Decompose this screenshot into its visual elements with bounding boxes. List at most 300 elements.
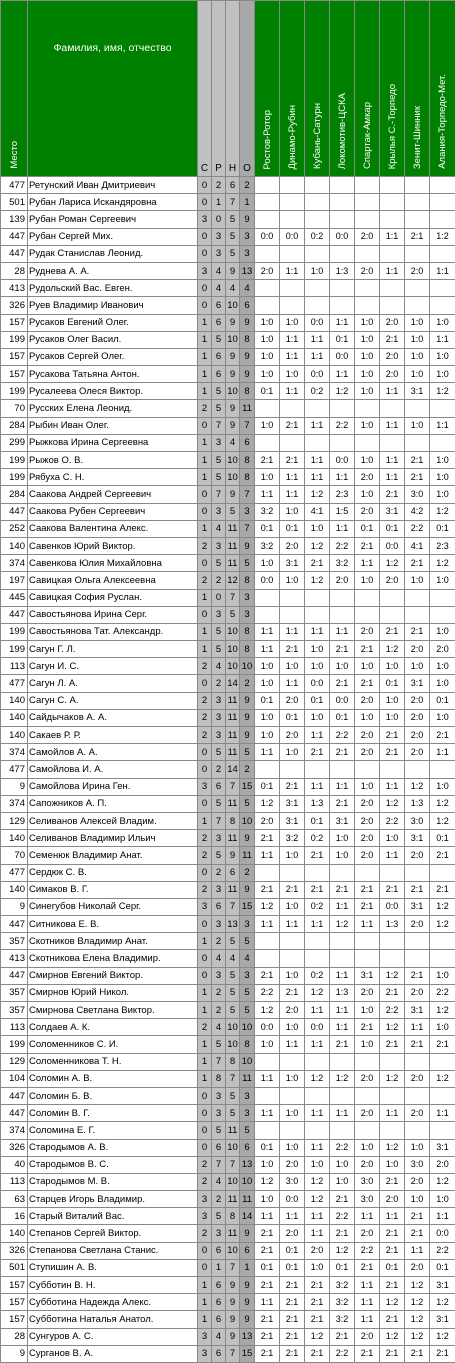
name-cell: Рябуха С. Н.	[28, 469, 198, 486]
table-row	[1, 1277, 455, 1294]
score-cell	[430, 933, 455, 950]
name-cell: Селиванов Алексей Владим.	[28, 812, 198, 829]
score-cell: 1:1	[305, 469, 330, 486]
score-cell: 2:1	[380, 1225, 405, 1242]
score-cell: 0:0	[380, 898, 405, 915]
table-row	[1, 211, 455, 228]
score-cell: 3:1	[280, 812, 305, 829]
o-cell: 10	[240, 812, 255, 829]
score-cell: 0:1	[305, 812, 330, 829]
score-cell: 1:2	[305, 1173, 330, 1190]
r-cell: 6	[212, 1345, 226, 1362]
score-cell	[255, 177, 280, 194]
r-cell: 2	[212, 1002, 226, 1019]
score-cell: 1:0	[405, 417, 430, 434]
o-cell: 4	[240, 950, 255, 967]
score-cell	[430, 434, 455, 451]
score-cell	[405, 280, 430, 297]
score-cell	[405, 1122, 430, 1139]
table-row	[1, 864, 455, 881]
score-cell: 2:1	[280, 1345, 305, 1362]
o-cell: 9	[240, 1225, 255, 1242]
table-row	[1, 555, 455, 572]
name-cell: Старый Виталий Вас.	[28, 1208, 198, 1225]
score-cell	[380, 280, 405, 297]
r-cell: 6	[212, 898, 226, 915]
name-cell: Ступишин А. В.	[28, 1259, 198, 1276]
score-cell	[430, 400, 455, 417]
name-cell: Ситникова Е. В.	[28, 916, 198, 933]
score-cell: 1:0	[380, 830, 405, 847]
table-row	[1, 1070, 455, 1087]
o-header: О	[240, 1, 255, 177]
score-cell: 2:1	[355, 881, 380, 898]
score-cell	[380, 761, 405, 778]
score-cell: 1:0	[280, 366, 305, 383]
o-cell: 8	[240, 331, 255, 348]
score-cell: 1:0	[405, 1139, 430, 1156]
score-cell: 1:1	[380, 469, 405, 486]
name-cell: Русакова Татьяна Антон.	[28, 366, 198, 383]
name-cell: Саакова Рубен Сергеевич	[28, 503, 198, 520]
score-cell: 1:1	[280, 486, 305, 503]
n-cell: 9	[226, 366, 240, 383]
score-cell: 3:0	[280, 1173, 305, 1190]
r-cell: 4	[212, 262, 226, 279]
r-cell: 5	[212, 555, 226, 572]
score-cell: 1:1	[380, 383, 405, 400]
n-cell: 4	[226, 280, 240, 297]
score-cell: 2:1	[305, 1345, 330, 1362]
r-cell: 5	[212, 400, 226, 417]
rank-cell: 477	[1, 675, 28, 692]
score-cell: 1:2	[430, 228, 455, 245]
score-cell: 1:1	[280, 469, 305, 486]
table-row	[1, 1173, 455, 1190]
match-header: Ростов-Ротор	[255, 1, 280, 177]
match-header: Зенит-Шинник	[405, 1, 430, 177]
r-cell: 6	[212, 1311, 226, 1328]
rank-cell: 374	[1, 744, 28, 761]
score-cell: 1:0	[255, 366, 280, 383]
n-cell: 14	[226, 675, 240, 692]
score-cell: 1:0	[355, 1036, 380, 1053]
score-cell	[330, 761, 355, 778]
score-cell	[255, 1122, 280, 1139]
table-row	[1, 1002, 455, 1019]
score-cell	[430, 1087, 455, 1104]
score-cell	[355, 1053, 380, 1070]
score-cell: 2:1	[255, 967, 280, 984]
rank-cell: 140	[1, 709, 28, 726]
table-row	[1, 1036, 455, 1053]
score-cell: 3:0	[405, 486, 430, 503]
table-row	[1, 228, 455, 245]
score-cell: 3:2	[330, 1311, 355, 1328]
score-cell	[430, 211, 455, 228]
r-cell: 6	[212, 297, 226, 314]
s-cell: 0	[198, 1122, 212, 1139]
o-cell: 4	[240, 280, 255, 297]
name-cell: Савостьянова Ирина Серг.	[28, 606, 198, 623]
score-cell	[355, 280, 380, 297]
score-cell: 1:0	[355, 366, 380, 383]
score-cell: 2:1	[305, 555, 330, 572]
o-cell: 9	[240, 348, 255, 365]
rank-cell: 28	[1, 1328, 28, 1345]
score-cell: 1:1	[280, 916, 305, 933]
s-cell: 1	[198, 984, 212, 1001]
table-row	[1, 795, 455, 812]
n-cell: 10	[226, 1242, 240, 1259]
rank-cell: 447	[1, 916, 28, 933]
score-cell	[405, 606, 430, 623]
score-cell: 2:1	[430, 727, 455, 744]
score-cell: 2:1	[280, 1311, 305, 1328]
score-cell: 2:1	[305, 1294, 330, 1311]
r-cell: 6	[212, 1139, 226, 1156]
n-cell: 7	[226, 898, 240, 915]
n-cell: 10	[226, 658, 240, 675]
rank-cell: 140	[1, 727, 28, 744]
n-cell: 11	[226, 520, 240, 537]
r-cell: 6	[212, 1277, 226, 1294]
score-cell: 0:0	[330, 348, 355, 365]
score-cell	[280, 589, 305, 606]
name-cell: Субботина Наталья Анатол.	[28, 1311, 198, 1328]
s-cell: 1	[198, 366, 212, 383]
rank-cell: 374	[1, 795, 28, 812]
s-cell: 1	[198, 331, 212, 348]
score-cell: 2:1	[330, 881, 355, 898]
score-cell: 2:1	[305, 1311, 330, 1328]
score-cell: 0:1	[330, 709, 355, 726]
score-cell: 2:1	[380, 623, 405, 640]
score-cell: 2:1	[380, 727, 405, 744]
score-cell: 1:1	[280, 675, 305, 692]
score-cell: 2:1	[330, 641, 355, 658]
score-cell	[255, 864, 280, 881]
match-header: Кубань-Сатурн	[305, 1, 330, 177]
score-cell	[305, 1087, 330, 1104]
score-cell: 1:0	[330, 1156, 355, 1173]
score-cell: 1:0	[430, 967, 455, 984]
score-cell: 2:2	[330, 417, 355, 434]
score-cell: 2:1	[380, 984, 405, 1001]
score-cell: 1:1	[330, 778, 355, 795]
score-cell: 2:1	[380, 1311, 405, 1328]
table-row	[1, 847, 455, 864]
rank-cell: 140	[1, 1225, 28, 1242]
s-cell: 0	[198, 950, 212, 967]
score-cell: 2:1	[280, 984, 305, 1001]
table-row	[1, 417, 455, 434]
r-cell: 4	[212, 950, 226, 967]
score-cell: 2:1	[405, 1036, 430, 1053]
score-cell: 1:0	[430, 623, 455, 640]
n-cell: 10	[226, 1019, 240, 1036]
place-header: Место	[1, 1, 28, 177]
score-cell: 0:0	[330, 692, 355, 709]
score-cell: 1:2	[255, 1173, 280, 1190]
rank-cell: 299	[1, 434, 28, 451]
n-cell: 5	[226, 606, 240, 623]
o-cell: 9	[240, 1277, 255, 1294]
score-cell: 1:2	[330, 1070, 355, 1087]
name-cell: Саакова Андрей Сергеевич	[28, 486, 198, 503]
rank-cell: 199	[1, 641, 28, 658]
score-cell: 3:2	[330, 1294, 355, 1311]
match-header: Локомотив-ЦСКА	[330, 1, 355, 177]
name-cell: Соломин А. В.	[28, 1070, 198, 1087]
score-cell: 2:2	[430, 984, 455, 1001]
score-cell: 1:0	[330, 1173, 355, 1190]
s-cell: 2	[198, 830, 212, 847]
table-body	[1, 177, 455, 1363]
n-cell: 5	[226, 1105, 240, 1122]
n-cell: 10	[226, 641, 240, 658]
o-cell: 8	[240, 572, 255, 589]
score-cell: 2:1	[330, 1036, 355, 1053]
score-cell: 3:1	[405, 1002, 430, 1019]
score-cell: 2:0	[355, 1156, 380, 1173]
s-cell: 3	[198, 1208, 212, 1225]
score-cell	[355, 400, 380, 417]
score-cell	[380, 177, 405, 194]
table-row	[1, 589, 455, 606]
o-cell: 10	[240, 1019, 255, 1036]
score-cell: 2:2	[330, 1139, 355, 1156]
score-cell: 1:1	[305, 623, 330, 640]
n-cell: 5	[226, 1002, 240, 1019]
rank-cell: 28	[1, 262, 28, 279]
o-cell: 3	[240, 606, 255, 623]
n-cell: 11	[226, 830, 240, 847]
n-cell: 11	[226, 1122, 240, 1139]
score-cell	[255, 245, 280, 262]
score-cell: 2:0	[405, 1105, 430, 1122]
score-cell: 2:0	[355, 727, 380, 744]
table-row	[1, 194, 455, 211]
table-row	[1, 1345, 455, 1362]
score-cell: 2:0	[280, 537, 305, 554]
table-row	[1, 331, 455, 348]
s-cell: 0	[198, 761, 212, 778]
name-cell: Стародымов В. С.	[28, 1156, 198, 1173]
score-cell	[355, 177, 380, 194]
n-cell: 5	[226, 503, 240, 520]
score-cell: 2:0	[355, 984, 380, 1001]
score-cell: 3:1	[330, 812, 355, 829]
table-row	[1, 830, 455, 847]
rank-cell: 357	[1, 984, 28, 1001]
score-cell: 1:1	[380, 847, 405, 864]
score-cell: 1:0	[305, 262, 330, 279]
name-cell: Рубан Роман Сергеевич	[28, 211, 198, 228]
score-cell: 1:1	[280, 1036, 305, 1053]
score-cell: 3:1	[280, 555, 305, 572]
score-cell	[255, 1053, 280, 1070]
s-cell: 0	[198, 795, 212, 812]
score-cell: 1:1	[430, 331, 455, 348]
score-cell: 1:0	[255, 331, 280, 348]
score-cell: 1:1	[330, 1002, 355, 1019]
s-cell: 1	[198, 812, 212, 829]
score-cell	[255, 297, 280, 314]
name-cell: Субботина Надежда Алекс.	[28, 1294, 198, 1311]
rank-cell: 199	[1, 331, 28, 348]
s-cell: 2	[198, 847, 212, 864]
score-cell: 0:1	[280, 1259, 305, 1276]
name-cell: Русских Елена Леонид.	[28, 400, 198, 417]
r-cell: 6	[212, 366, 226, 383]
n-header: Н	[226, 1, 240, 177]
table-row	[1, 950, 455, 967]
rank-cell: 284	[1, 486, 28, 503]
rank-cell: 157	[1, 1311, 28, 1328]
name-cell: Сагун Л. А.	[28, 675, 198, 692]
r-cell: 2	[212, 572, 226, 589]
score-cell: 1:2	[380, 641, 405, 658]
score-cell: 3:1	[430, 1311, 455, 1328]
o-cell: 13	[240, 262, 255, 279]
n-cell: 7	[226, 1345, 240, 1362]
score-cell: 1:1	[255, 744, 280, 761]
r-cell: 2	[212, 177, 226, 194]
s-cell: 0	[198, 606, 212, 623]
o-cell: 14	[240, 1208, 255, 1225]
score-cell: 1:0	[305, 520, 330, 537]
score-cell: 2:0	[355, 1105, 380, 1122]
rank-cell: 63	[1, 1191, 28, 1208]
r-cell: 3	[212, 1225, 226, 1242]
score-cell	[405, 211, 430, 228]
o-cell: 1	[240, 194, 255, 211]
r-cell: 5	[212, 1122, 226, 1139]
r-cell: 4	[212, 1019, 226, 1036]
score-cell: 1:2	[305, 486, 330, 503]
score-cell: 2:0	[405, 1259, 430, 1276]
score-cell: 1:2	[430, 1002, 455, 1019]
score-cell	[330, 211, 355, 228]
score-cell	[405, 245, 430, 262]
score-cell: 1:2	[305, 984, 330, 1001]
r-cell: 4	[212, 1173, 226, 1190]
table-row	[1, 898, 455, 915]
o-cell: 5	[240, 933, 255, 950]
score-cell	[280, 211, 305, 228]
name-cell: Сапожников А. П.	[28, 795, 198, 812]
score-cell: 1:1	[305, 1036, 330, 1053]
score-cell: 1:0	[430, 658, 455, 675]
score-cell: 4:1	[305, 503, 330, 520]
score-cell	[430, 864, 455, 881]
score-cell: 1:2	[255, 898, 280, 915]
score-cell: 1:1	[330, 967, 355, 984]
score-cell	[430, 761, 455, 778]
n-cell: 5	[226, 245, 240, 262]
s-cell: 2	[198, 658, 212, 675]
score-cell: 1:1	[255, 1070, 280, 1087]
score-cell: 1:0	[355, 1002, 380, 1019]
s-cell: 2	[198, 709, 212, 726]
o-cell: 6	[240, 1242, 255, 1259]
score-cell: 1:0	[255, 727, 280, 744]
score-cell: 3:0	[405, 1156, 430, 1173]
score-cell	[255, 194, 280, 211]
score-cell: 3:1	[430, 1277, 455, 1294]
score-cell: 3:2	[330, 555, 355, 572]
s-cell: 1	[198, 641, 212, 658]
score-cell: 1:0	[355, 486, 380, 503]
score-cell: 2:0	[355, 830, 380, 847]
score-cell: 1:0	[430, 572, 455, 589]
score-cell	[355, 589, 380, 606]
s-cell: 1	[198, 1070, 212, 1087]
score-cell: 2:1	[330, 795, 355, 812]
score-cell: 1:0	[430, 778, 455, 795]
o-cell: 3	[240, 1087, 255, 1104]
score-cell: 0:1	[380, 675, 405, 692]
score-cell	[380, 211, 405, 228]
score-cell: 1:2	[430, 1294, 455, 1311]
name-cell: Соломенникова Т. Н.	[28, 1053, 198, 1070]
rank-cell: 16	[1, 1208, 28, 1225]
score-cell: 1:1	[380, 262, 405, 279]
score-cell: 1:0	[255, 1036, 280, 1053]
score-cell	[380, 400, 405, 417]
score-cell	[280, 1087, 305, 1104]
rank-cell: 197	[1, 572, 28, 589]
score-cell: 3:1	[405, 675, 430, 692]
n-cell: 10	[226, 452, 240, 469]
score-cell: 1:1	[305, 331, 330, 348]
score-cell: 1:0	[430, 366, 455, 383]
score-cell: 1:0	[305, 709, 330, 726]
table-row	[1, 761, 455, 778]
score-cell	[255, 211, 280, 228]
score-cell: 2:1	[380, 331, 405, 348]
score-cell: 0:1	[255, 520, 280, 537]
score-cell: 1:0	[280, 744, 305, 761]
score-cell: 1:2	[405, 1294, 430, 1311]
score-cell: 1:1	[430, 744, 455, 761]
score-cell: 1:0	[280, 572, 305, 589]
score-cell: 1:0	[330, 658, 355, 675]
score-cell: 1:1	[330, 1019, 355, 1036]
n-cell: 11	[226, 555, 240, 572]
r-cell: 7	[212, 1053, 226, 1070]
match-header: Крылья С.-Торпедо	[380, 1, 405, 177]
score-cell	[280, 761, 305, 778]
score-cell	[330, 864, 355, 881]
score-cell: 2:0	[405, 847, 430, 864]
score-cell: 0:2	[305, 228, 330, 245]
score-cell: 2:1	[280, 417, 305, 434]
score-cell	[355, 245, 380, 262]
score-cell: 1:0	[355, 778, 380, 795]
r-cell: 3	[212, 967, 226, 984]
score-cell: 1:1	[380, 778, 405, 795]
score-cell: 1:0	[380, 709, 405, 726]
r-cell: 7	[212, 1156, 226, 1173]
name-cell: Скотников Владимир Анат.	[28, 933, 198, 950]
table-row	[1, 1294, 455, 1311]
r-cell: 3	[212, 537, 226, 554]
score-cell: 2:1	[355, 537, 380, 554]
score-cell: 2:1	[405, 452, 430, 469]
score-cell: 3:1	[355, 967, 380, 984]
